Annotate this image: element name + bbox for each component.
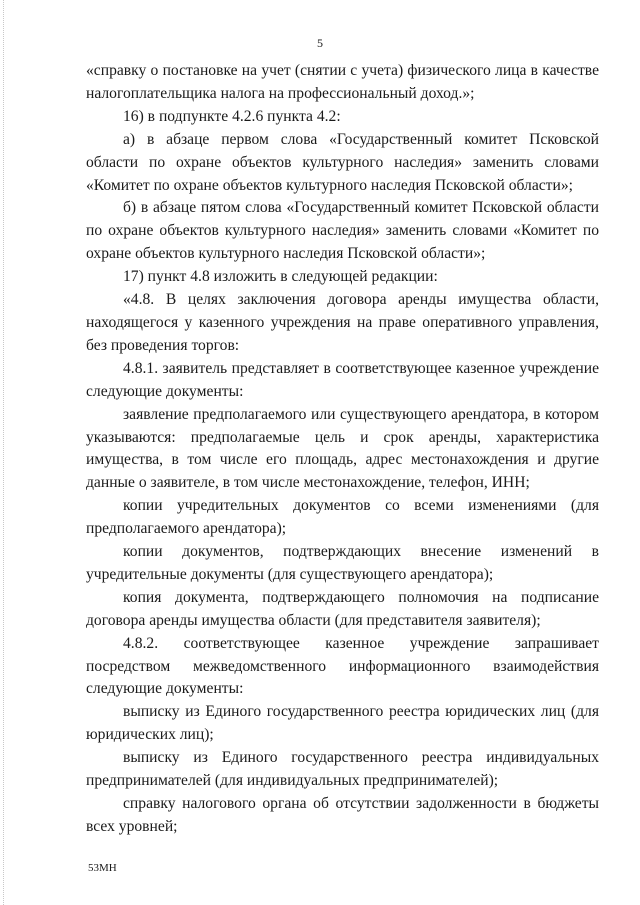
paragraph: «справку о постановке на учет (снятии с учета) физического лица в качестве налогоплательщика налога на профессиональный доход.»; xyxy=(86,62,599,102)
document-body xyxy=(86,60,599,839)
paragraph: заявление предполагаемого или существующего арендатора, в котором указываются: предполагаемые цель и срок аренды, характеристика имущества, в том числе его площадь, адрес местонахождения и другие данные о заявителе, в том числе местонахождение, телефон, ИНН; xyxy=(86,405,599,492)
paragraph: 17) пункт 4.8 изложить в следующей редакции: xyxy=(123,268,438,286)
paragraph: справку налогового органа об отсутствии задолженности в бюджеты всех уровней; xyxy=(86,795,599,835)
paragraph: 16) в подпункте 4.2.6 пункта 4.2: xyxy=(123,107,341,125)
paragraph: копии учредительных документов со всеми изменениями (для предполагаемого арендатора); xyxy=(86,497,599,538)
page-number: 5 xyxy=(317,36,323,50)
scan-edge-line xyxy=(3,0,5,905)
paragraph: выписку из Единого государственного реестра индивидуальных предпринимателей (для индивидуальных предпринимателей); xyxy=(86,749,599,790)
paragraph: «4.8. В целях заключения договора аренды имущества области, находящегося у казенного учреждения на праве оперативного управления, без проведения торгов: xyxy=(86,291,599,354)
paragraph: 4.8.1. заявитель представляет в соответствующее казенное учреждение следующие документы: xyxy=(86,359,599,400)
paragraph: копия документа, подтверждающего полномочия на подписание договора аренды имущества области (для представителя заявителя); xyxy=(86,588,599,629)
paragraph: выписку из Единого государственного реестра юридических лиц (для юридических лиц); xyxy=(86,703,599,744)
document-code: 53МН xyxy=(88,862,117,874)
paragraph: копии документов, подтверждающих внесение изменений в учредительные документы (для существующего арендатора); xyxy=(86,543,599,583)
paragraph: 4.8.2. соответствующее казенное учреждение запрашивает посредством межведомственного информационного взаимодействия следующие документы: xyxy=(86,634,599,698)
paragraph: б) в абзаце пятом слова «Государственный комитет Псковской области по охране объектов культурного наследия» заменить словами «Комитет по охране объектов культурного наследия Псковской области»; xyxy=(86,199,599,263)
paragraph: а) в абзаце первом слова «Государственный комитет Псковской области по охране объектов культурного наследия» заменить словами «Комитет по охране объектов культурного наследия Псковской области»; xyxy=(86,130,599,194)
